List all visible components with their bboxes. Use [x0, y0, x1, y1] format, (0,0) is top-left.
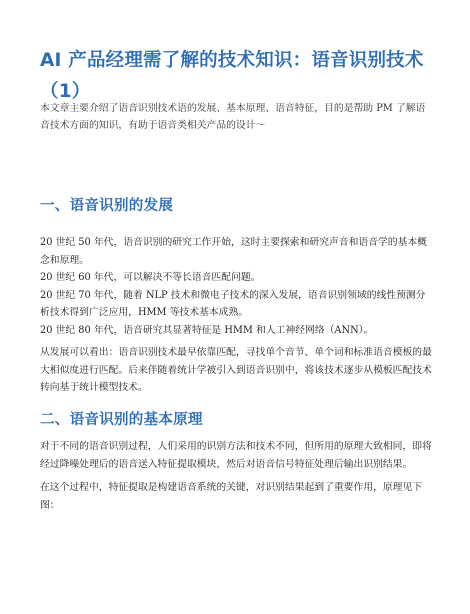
principle-paragraph-1: 对于不同的语音识别过程，人们采用的识别方法和技术不同，但所用的原理大致相同，即将经过降噪处理后的语音送入特征提取模块，然后对语音信号特征处理后输出识别结果。	[40, 441, 432, 470]
document-title: AI 产品经理需了解的技术知识：语音识别技术（1）	[40, 50, 424, 102]
section-heading-development: 一、语音识别的发展	[40, 198, 174, 214]
timeline-item-1960s: 20 世纪 60 年代，可以解决不等长语音匹配问题。	[40, 272, 261, 283]
principle-paragraph-2: 在这个过程中，特征提取是构建语音系统的关键，对识别结果起到了重要作用，原理见下图：	[40, 482, 423, 511]
section-heading-principle: 二、语音识别的基本原理	[40, 412, 203, 428]
timeline-item-1970s: 20 世纪 70 年代，随着 NLP 技术和微电子技术的深入发展，语音识别领域的线性预测分析技术得到广泛应用，HMM 等技术基本成熟。	[40, 289, 426, 318]
development-summary: 从发展可以看出：语音识别技术最早依靠匹配，寻找单个音节、单个词和标准语音模板的最大相似度进行匹配。后来伴随着统计学被引入到语音识别中，将该技术逐步从模板匹配技术转向基于统计模型技术。	[40, 347, 432, 393]
timeline-item-1950s: 20 世纪 50 年代，语音识别的研究工作开始，这时主要探索和研究声音和语音学的基本概念和原理。	[40, 237, 427, 266]
intro-paragraph: 本文章主要介绍了语音识别技术语的发展、基本原理、语音特征，目的是帮助 PM 了解语音技术方面的知识，有助于语音类相关产品的设计～	[40, 103, 426, 131]
timeline-item-1980s: 20 世纪 80 年代，语音研究其显著特征是 HMM 和人工神经网络（ANN）。	[40, 324, 374, 336]
development-timeline	[40, 234, 435, 339]
